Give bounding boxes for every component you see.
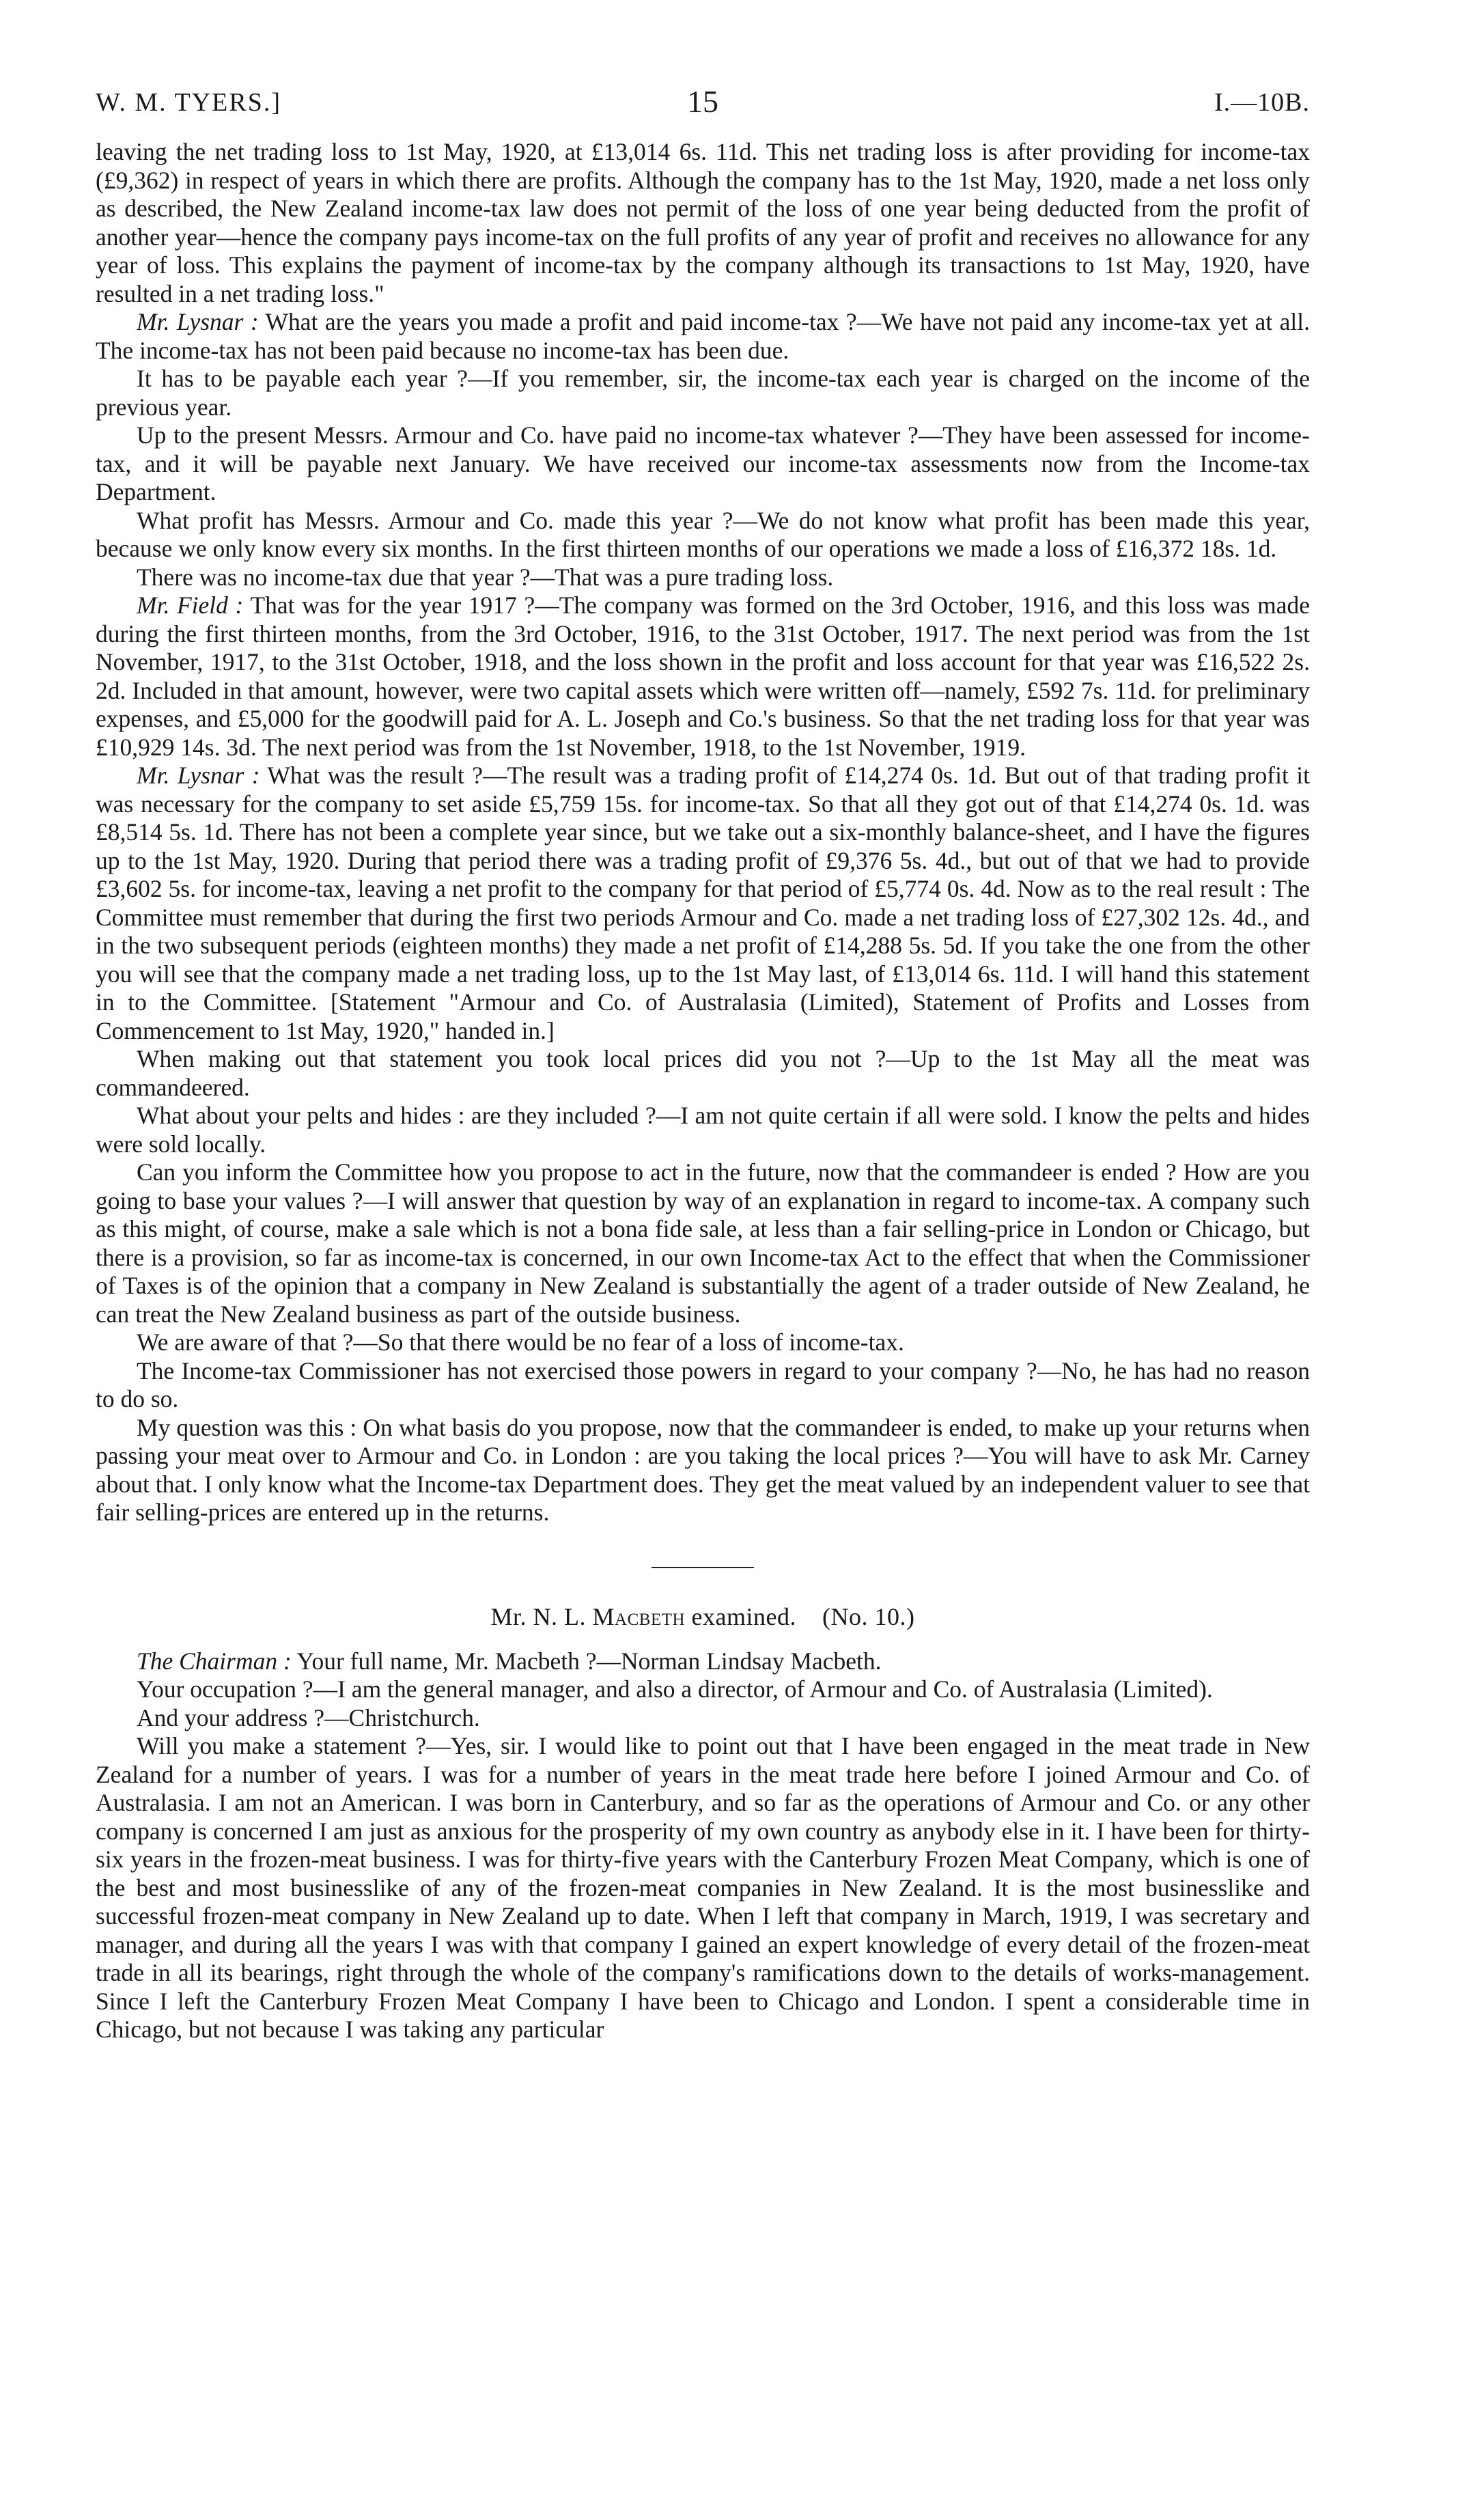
- heading-surname: Macbeth: [592, 1602, 686, 1630]
- paragraph: [96, 138, 1310, 308]
- paragraph: [96, 1675, 1310, 1704]
- paragraph: [96, 1704, 1310, 1733]
- paragraph: [96, 1328, 1310, 1357]
- paragraph: [96, 365, 1310, 421]
- paragraph: [96, 1357, 1310, 1414]
- page-header: [96, 84, 1310, 128]
- paragraph: [96, 1732, 1310, 2044]
- section-heading: [96, 1602, 1310, 1631]
- paragraph-text: leaving the net trading loss to 1st May, 1920, at £13,014 6s. 11d. This net trading loss is after providing for income-tax (£9,362) in respect of years in which there are profits. Although the company has to the 1st May, 1920, made a net loss only as described, the New Zealand income-tax law does not permit of the loss of one year being deducted from the profit of another year—hence the company pays income-tax on the full profits of any year of profit and receives no allowance for any year of loss. This explains the payment of income-tax by the company although its transactions to 1st May, 1920, have resulted in a net trading loss.": [96, 138, 1310, 307]
- speaker-label: Mr. Field :: [137, 591, 244, 619]
- header-document-ref: I.—10B.: [1214, 88, 1310, 117]
- paragraph: [96, 563, 1310, 592]
- paragraph: [96, 1414, 1310, 1527]
- paragraph-text: It has to be payable each year ?—If you remember, sir, the income-tax each year is charged on the income of the previous year.: [96, 365, 1310, 421]
- speaker-label: Mr. Lysnar :: [137, 762, 260, 789]
- paragraph-text: What was the result ?—The result was a trading profit of £14,274 0s. 1d. But out of that trading profit it was necessary for the company to set aside £5,759 15s. for income-tax. So that all they got out of that £14,274 0s. 1d. was £8,514 5s. 1d. There has not been a complete year since, but we take out a six-monthly balance-sheet, and I have the figures up to the 1st May, 1920. During that period there was a trading profit of £9,376 5s. 4d., but out of that we had to provide £3,602 5s. for income-tax, leaving a net profit to the company for that period of £5,774 0s. 4d. Now as to the real result : The Committee must remember that during the first two periods Armour and Co. made a net trading loss of £27,302 12s. 4d., and in the two subsequent periods (eighteen months) they made a net profit of £14,288 5s. 5d. If you take the one from the other you will see that the company made a net trading loss, up to the 1st May last, of £13,014 6s. 11d. I will hand this statement in to the Committee. [Statement "Armour and Co. of Australasia (Limited), Statement of Profits and Losses from Commencement to 1st May, 1920," handed in.]: [96, 762, 1310, 1044]
- paragraph-text: Your full name, Mr. Macbeth ?—Norman Lindsay Macbeth.: [291, 1647, 882, 1675]
- paragraph: [96, 762, 1310, 1045]
- body-before: [96, 138, 1310, 1527]
- body-after: [96, 1647, 1310, 2044]
- paragraph-text: And your address ?—Christchurch.: [137, 1703, 480, 1731]
- paragraph-text: What about your pelts and hides : are they included ?—I am not quite certain if all were sold. I know the pelts and hides were sold locally.: [96, 1102, 1310, 1158]
- paragraph: [96, 421, 1310, 507]
- paragraph-text: There was no income-tax due that year ?—That was a pure trading loss.: [137, 563, 834, 591]
- section-divider: [652, 1567, 754, 1568]
- document-page: [96, 84, 1310, 2044]
- paragraph-text: Will you make a statement ?—Yes, sir. I would like to point out that I have been engaged in the meat trade in New Zealand for a number of years. I was for a number of years in the meat trade here before I joined Armour and Co. of Australasia. I am not an American. I was born in Canterbury, and so far as the operations of Armour and Co. or any other company is concerned I am just as anxious for the prosperity of my own country as anybody else in it. I have been for thirty-six years in the frozen-meat business. I was for thirty-five years with the Canterbury Frozen Meat Company, which is one of the best and most businesslike of any of the frozen-meat companies in New Zealand. It is the most businesslike and successful frozen-meat company in New Zealand up to date. When I left that company in March, 1919, I was secretary and manager, and during all the years I was with that company I gained an expert knowledge of every detail of the frozen-meat trade in all its bearings, right through the whole of the company's ramifications down to the details of works-management. Since I left the Canterbury Frozen Meat Company I have been to Chicago and London. I spent a considerable time in Chicago, but not because I was taking any particular: [96, 1732, 1310, 2043]
- paragraph-text: Can you inform the Committee how you propose to act in the future, now that the commandeer is ended ? How are you going to base your values ?—I will answer that question by way of an explanation in regard to income-tax. A company such as this might, of course, make a sale which is not a bona fide sale, at less than a fair selling-price in London or Chicago, but there is a provision, so far as income-tax is concerned, in our own Income-tax Act to the effect that when the Commissioner of Taxes is of the opinion that a company in New Zealand is substantially the agent of a trader outside of New Zealand, he can treat the New Zealand business as part of the outside business.: [96, 1158, 1310, 1328]
- paragraph: [96, 591, 1310, 762]
- paragraph-text: My question was this : On what basis do you propose, now that the commandeer is ended, to make up your returns when passing your meat over to Armour and Co. in London : are you taking the local prices ?—You will have to ask Mr. Carney about that. I only know what the Income-tax Department does. They get the meat valued by an independent valuer to see that fair selling-prices are entered up in the returns.: [96, 1413, 1310, 1526]
- paragraph-text: What are the years you made a profit and paid income-tax ?—We have not paid any income-tax yet at all. The income-tax has not been paid because no income-tax has been due.: [96, 308, 1310, 364]
- paragraph-text: When making out that statement you took local prices did you not ?—Up to the 1st May all the meat was commandeered.: [96, 1045, 1310, 1101]
- paragraph-text: The Income-tax Commissioner has not exercised those powers in regard to your company ?—No, he has had no reason to do so.: [96, 1356, 1310, 1412]
- heading-prefix: Mr. N. L.: [490, 1602, 593, 1630]
- paragraph: [96, 1647, 1310, 1676]
- paragraph-text: Up to the present Messrs. Armour and Co. have paid no income-tax whatever ?—They have been assessed for income-tax, and it will be payable next January. We have received our income-tax assessments now from the Income-tax Department.: [96, 421, 1310, 505]
- paragraph: [96, 1158, 1310, 1328]
- paragraph: [96, 1102, 1310, 1158]
- paragraph-text: We are aware of that ?—So that there would be no fear of a loss of income-tax.: [137, 1328, 904, 1356]
- speaker-label: Mr. Lysnar :: [137, 308, 259, 335]
- paragraph-text: Your occupation ?—I am the general manager, and also a director, of Armour and Co. of Australasia (Limited).: [137, 1675, 1213, 1703]
- paragraph: [96, 308, 1310, 365]
- paragraph-text: What profit has Messrs. Armour and Co. made this year ?—We do not know what profit has been made this year, because we only know every six months. In the first thirteen months of our operations we made a loss of £16,372 18s. 1d.: [96, 506, 1310, 562]
- page-number: 15: [687, 84, 718, 119]
- paragraph: [96, 1045, 1310, 1102]
- paragraph: [96, 507, 1310, 563]
- header-witness: W. M. TYERS.]: [96, 88, 281, 117]
- speaker-label: The Chairman :: [137, 1647, 292, 1675]
- heading-suffix: examined. (No. 10.): [685, 1602, 915, 1630]
- paragraph-text: That was for the year 1917 ?—The company was formed on the 3rd October, 1916, and this loss was made during the first thirteen months, from the 3rd October, 1916, to the 31st October, 1917. The next period was from the 1st November, 1917, to the 31st October, 1918, and the loss shown in the profit and loss account for that year was £16,522 2s. 2d. Included in that amount, however, were two capital assets which were written off—namely, £592 7s. 11d. for preliminary expenses, and £5,000 for the goodwill paid for A. L. Joseph and Co.'s business. So that the net trading loss for that year was £10,929 14s. 3d. The next period was from the 1st November, 1918, to the 1st November, 1919.: [96, 591, 1310, 761]
